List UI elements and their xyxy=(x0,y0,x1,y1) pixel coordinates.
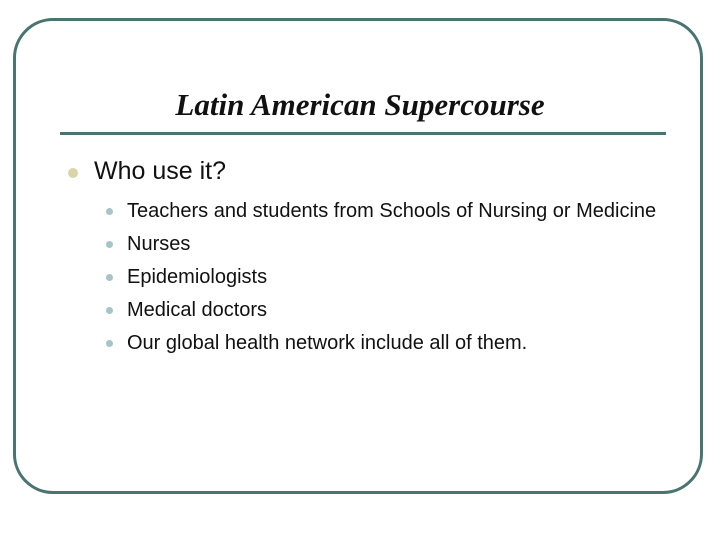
sub-bullet-dot-icon xyxy=(106,274,113,281)
sub-bullet-item xyxy=(106,330,658,357)
title-divider xyxy=(60,132,666,135)
bullet-dot-icon xyxy=(68,168,78,178)
sub-bullet-item xyxy=(106,198,658,225)
sub-bullet-text: Epidemiologists xyxy=(127,266,268,288)
slide-content xyxy=(66,154,666,363)
sub-bullet-item xyxy=(106,231,658,258)
sub-bullet-text: Teachers and students from Schools of Nursing or Medicine xyxy=(127,200,657,222)
sub-bullet-dot-icon xyxy=(106,208,113,215)
sub-bullet-text: Nurses xyxy=(127,233,191,255)
slide-title: Latin American Supercourse xyxy=(175,87,545,122)
sub-bullet-text: Our global health network include all of them. xyxy=(127,332,528,354)
sub-bullet-dot-icon xyxy=(106,241,113,248)
sub-bullet-text: Medical doctors xyxy=(127,299,268,321)
sub-bullet-item xyxy=(106,297,658,324)
sub-bullet-dot-icon xyxy=(106,340,113,347)
bullet-text: Who use it? xyxy=(94,157,227,185)
bullet-item xyxy=(66,154,666,188)
sub-bullet-list xyxy=(106,198,658,357)
sub-bullet-item xyxy=(106,264,658,291)
sub-bullet-dot-icon xyxy=(106,307,113,314)
